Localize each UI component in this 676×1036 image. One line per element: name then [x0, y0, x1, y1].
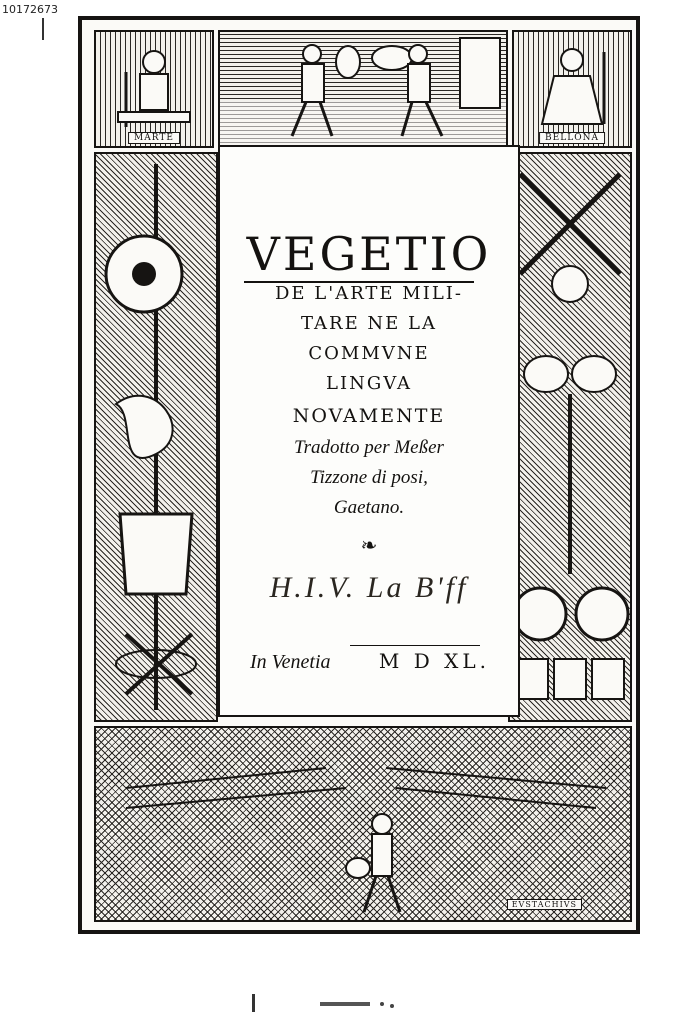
arms-trophy-illustration	[96, 154, 216, 720]
fleuron-ornament: ❧	[360, 533, 378, 557]
imprint-place: In Venetia	[250, 651, 331, 673]
library-reference-number: 10172673	[2, 3, 58, 16]
label-bellona: BELLONA	[539, 132, 605, 144]
woodcut-left-trophy-column	[94, 152, 218, 722]
subtitle-line-3: COMMVNE	[308, 343, 430, 364]
woodcut-duel-panel	[218, 30, 508, 148]
woodcut-right-trophy-column	[508, 152, 632, 722]
subtitle-line-2: TARE NE LA	[301, 313, 437, 334]
subtitle-line-4: LINGVA	[326, 373, 412, 394]
translator-line-3: Gaetano.	[333, 497, 405, 518]
woodcut-mars-panel	[94, 30, 214, 148]
title-text-panel	[218, 145, 520, 717]
duel-scene-illustration	[220, 32, 506, 146]
main-title: VEGETIO	[246, 227, 492, 281]
translator-line-2: Tizzone di posi,	[310, 467, 428, 488]
pike-battle-illustration	[96, 728, 630, 920]
imprint-date: M D XL.	[378, 649, 490, 673]
woodcut-bellona-panel	[512, 30, 632, 148]
page-foot-ink-marks	[250, 988, 450, 1018]
imprint-rule	[350, 645, 480, 646]
woodcut-battle-panel	[94, 726, 632, 922]
cannon-trophy-illustration	[510, 154, 630, 720]
subtitle-line-5: NOVAMENTE	[292, 405, 446, 427]
mars-figure-illustration	[96, 32, 212, 146]
manuscript-ownership-note: H.I.V. La B'ff	[269, 571, 469, 604]
label-eustachius: EVSTACHIVS	[507, 899, 582, 910]
margin-mark	[42, 18, 44, 40]
bellona-figure-illustration	[514, 32, 630, 146]
subtitle-line-1: DE L'ARTE MILI-	[275, 283, 463, 304]
label-marte: MARTE	[128, 132, 180, 144]
translator-line-1: Tradotto per Meßer	[294, 437, 444, 458]
